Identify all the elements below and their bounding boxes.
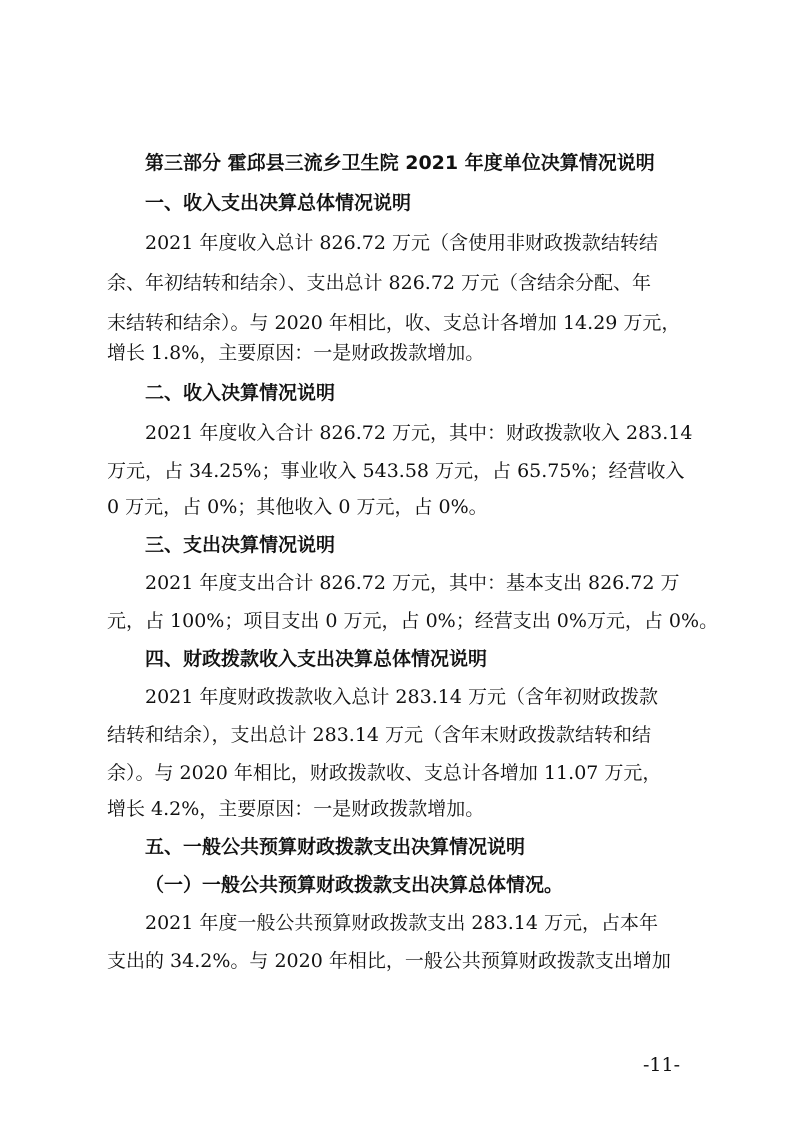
subsection-heading: （一）一般公共预算财政拨款支出决算总体情况。 bbox=[145, 874, 564, 896]
paragraph-line: 余）。与 2020 年相比，财政拨款收、支总计各增加 11.07 万元， bbox=[107, 762, 662, 784]
paragraph-line: 2021 年度一般公共预算财政拨款支出 283.14 万元，占本年 bbox=[145, 912, 658, 934]
page-title: 第三部分 霍邱县三流乡卫生院 2021 年度单位决算情况说明 bbox=[145, 152, 655, 174]
section-heading-3: 三、支出决算情况说明 bbox=[145, 534, 336, 556]
paragraph-line: 2021 年度财政拨款收入总计 283.14 万元（含年初财政拨款 bbox=[145, 686, 658, 708]
section-heading-2: 二、收入决算情况说明 bbox=[145, 382, 336, 404]
section-heading-1: 一、收入支出决算总体情况说明 bbox=[145, 192, 412, 214]
paragraph-line: 2021 年度收入合计 826.72 万元，其中：财政拨款收入 283.14 bbox=[145, 422, 693, 444]
paragraph-line: 增长 4.2%，主要原因：一是财政拨款增加。 bbox=[107, 798, 485, 820]
paragraph-line: 增长 1.8%，主要原因：一是财政拨款增加。 bbox=[107, 342, 485, 364]
paragraph-line: 2021 年度支出合计 826.72 万元，其中：基本支出 826.72 万 bbox=[145, 572, 680, 594]
section-heading-4: 四、财政拨款收入支出决算总体情况说明 bbox=[145, 648, 488, 670]
paragraph-line: 结转和结余），支出总计 283.14 万元（含年末财政拨款结转和结 bbox=[107, 724, 652, 746]
paragraph-line: 支出的 34.2%。与 2020 年相比，一般公共预算财政拨款支出增加 bbox=[107, 950, 671, 972]
paragraph-line: 余、年初结转和结余）、支出总计 826.72 万元（含结余分配、年 bbox=[107, 272, 652, 294]
paragraph-line: 万元，占 34.25%；事业收入 543.58 万元，占 65.75%；经营收入 bbox=[107, 460, 685, 482]
paragraph-line: 0 万元，占 0%；其他收入 0 万元，占 0%。 bbox=[107, 496, 488, 518]
page-number: -11- bbox=[643, 1054, 681, 1076]
section-heading-5: 五、一般公共预算财政拨款支出决算情况说明 bbox=[145, 836, 526, 858]
paragraph-line: 末结转和结余）。与 2020 年相比，收、支总计各增加 14.29 万元， bbox=[107, 312, 681, 334]
paragraph-line: 元，占 100%；项目支出 0 万元，占 0%；经营支出 0%万元，占 0%。 bbox=[107, 610, 719, 632]
paragraph-line: 2021 年度收入总计 826.72 万元（含使用非财政拨款结转结 bbox=[145, 232, 658, 254]
